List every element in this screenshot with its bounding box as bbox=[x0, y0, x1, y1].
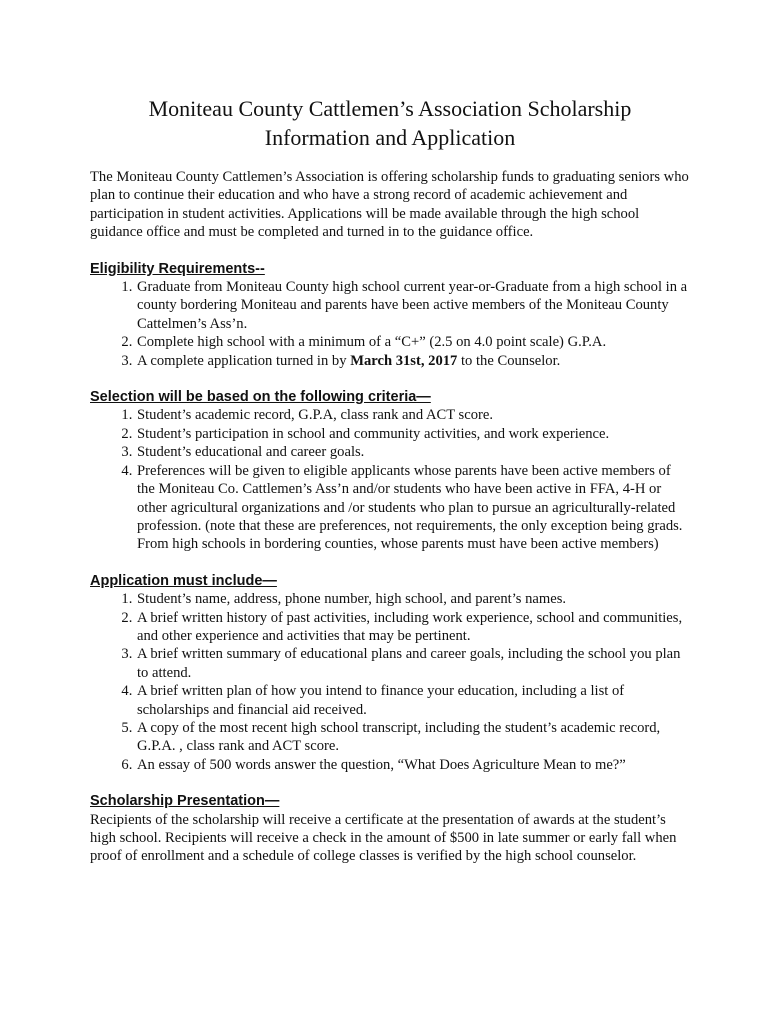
eligibility-item: 2. Complete high school with a minimum of a “C+” (2.5 on 4.0 point scale) G.P.A. bbox=[136, 333, 690, 351]
application-item: 6. An essay of 500 words answer the question, “What Does Agriculture Mean to me?” bbox=[136, 756, 690, 774]
application-item: 1. Student’s name, address, phone number, high school, and parent’s names. bbox=[136, 590, 690, 608]
selection-heading: Selection will be based on the following criteria— bbox=[90, 389, 431, 406]
application-item: 2. A brief written history of past activities, including work experience, school and communities, and other experience and activities that may be pertinent. bbox=[136, 609, 690, 646]
presentation-heading: Scholarship Presentation— bbox=[90, 793, 280, 810]
selection-item: 4. Preferences will be given to eligible applicants whose parents have been active members of the Moniteau Co. Cattlemen’s Ass’n and/or students who have been active in FFA, 4-H or other agricultural organizations and /or students who plan to pursue an agriculturally-related profession. (note that these are preferences, not requirements, the only exception being grads. From high schools in bordering counties, whose parents must have been active members) bbox=[136, 462, 690, 554]
selection-item: 2. Student’s participation in school and community activities, and work experience. bbox=[136, 425, 690, 443]
intro-paragraph: The Moniteau County Cattlemen’s Association is offering scholarship funds to graduating seniors who plan to continue their education and who have a strong record of academic achievement and participation in student activities. Applications will be made available through the high school guidance office and must be completed and turned in to the guidance office. bbox=[90, 169, 689, 241]
eligibility-list bbox=[90, 278, 690, 370]
eligibility-item-3-suffix: to the Counselor. bbox=[457, 352, 561, 369]
application-item: 5. A copy of the most recent high school transcript, including the student’s academic record, G.P.A. , class rank and ACT score. bbox=[136, 719, 690, 756]
document-page bbox=[90, 94, 690, 866]
document-title bbox=[90, 94, 690, 152]
eligibility-heading: Eligibility Requirements-- bbox=[90, 260, 265, 277]
title-line-2: Information and Application bbox=[264, 125, 516, 150]
application-item: 3. A brief written summary of educational plans and career goals, including the school you plan to attend. bbox=[136, 645, 690, 682]
eligibility-item-3-text: A complete application turned in by bbox=[137, 352, 351, 369]
selection-item: 1. Student’s academic record, G.P.A, class rank and ACT score. bbox=[136, 406, 690, 424]
deadline-date: March 31st, 2017 bbox=[350, 352, 458, 369]
eligibility-item: 1. Graduate from Moniteau County high school current year-or-Graduate from a high school in a county bordering Moniteau and parents have been active members of the Moniteau County Cattelmen’s Ass’n. bbox=[136, 278, 690, 333]
title-line-1: Moniteau County Cattlemen’s Association Scholarship bbox=[148, 96, 632, 121]
application-heading: Application must include— bbox=[90, 572, 277, 589]
application-item: 4. A brief written plan of how you intend to finance your education, including a list of scholarships and financial aid received. bbox=[136, 682, 690, 719]
presentation-paragraph: Recipients of the scholarship will receive a certificate at the presentation of awards at the student’s high school. Recipients will receive a check in the amount of $500 in late summer or early fall when proof of enrollment and a schedule of college classes is verified by the high school counselor. bbox=[90, 811, 677, 865]
application-list bbox=[90, 590, 690, 774]
eligibility-item bbox=[136, 352, 690, 370]
selection-item: 3. Student’s educational and career goals. bbox=[136, 443, 690, 461]
selection-list bbox=[90, 406, 690, 553]
